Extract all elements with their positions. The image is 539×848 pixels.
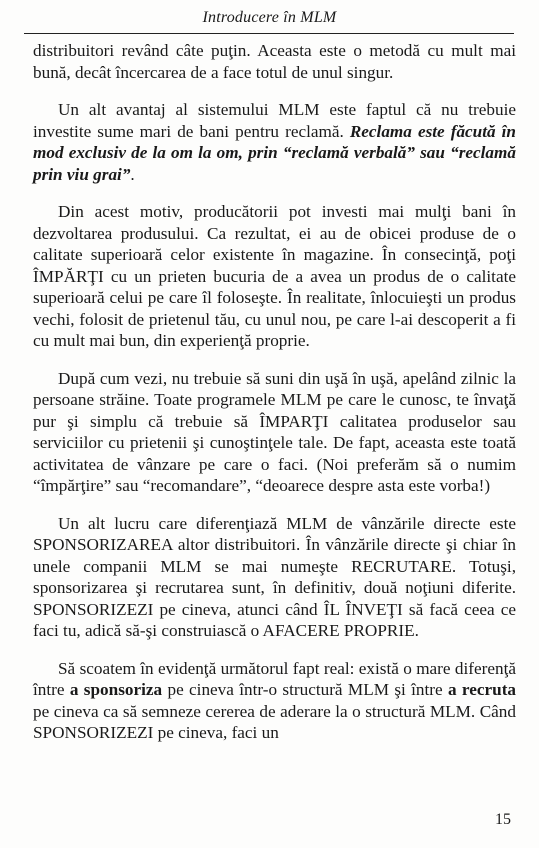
paragraph-continuation: distribuitori revând câte puţin. Aceasta este o metodă cu mult mai bună, decât încercarea de a face totul de unul singur. bbox=[33, 41, 516, 82]
paragraph-text: Un alt avantaj al sistemului MLM este faptul că nu trebuie investite sume mari de bani pentru reclamă. bbox=[33, 100, 516, 141]
paragraph-sponsor-vs-recruit bbox=[33, 658, 516, 744]
paragraph-sharing: După cum vezi, nu trebuie să suni din uşă în uşă, apelând zilnic la persoane străine. Toate programele MLM pe care le cunosc, te învaţă pur şi simplu că trebuie să ÎMPARŢI calitatea produselor sau serviciilor cu prietenii şi cunoştinţele tale. De fapt, aceasta este toată activitatea de vânzare pe care o faci. (Noi preferăm să o numim “împărţire” sau “recomandare”, “deoarece despre asta este vorba!) bbox=[33, 368, 516, 495]
page-number: 15 bbox=[495, 811, 511, 828]
bold-term-recruit: a recruta bbox=[447, 680, 517, 699]
emphasized-statement: Reclama este făcută în mod exclusiv de la om la om, prin “reclamă verbală” sau “reclamă prin viu grai” bbox=[33, 121, 516, 184]
paragraph-sponsoring: Un alt lucru care diferenţiază MLM de vânzările directe este SPONSORIZAREA altor distribuitori. În vânzările directe şi chiar în unele companii MLM se mai numeşte RECRUTARE. Totuşi, sponsorizarea şi recrutarea sunt, în definitiv, două noţiuni diferite. SPONSORIZEZI pe cineva, atunci când ÎL ÎNVEŢI să facă ceea ce faci tu, adică să-şi construiască o AFACERE PROPRIE. bbox=[33, 513, 516, 640]
running-header: Introducere în MLM bbox=[202, 9, 337, 26]
paragraph-text: . bbox=[130, 164, 135, 184]
bold-term-sponsor: a sponsoriza bbox=[69, 680, 163, 699]
paragraph-advertising bbox=[33, 99, 516, 185]
paragraph-text: pe cineva ca să semneze cererea de aderare la o structură MLM. Când SPONSORIZEZI pe cineva, faci un bbox=[33, 701, 516, 742]
paragraph-text: Să scoatem în evidenţă următorul fapt real: există o mare diferenţă între bbox=[33, 658, 516, 699]
page-body bbox=[33, 40, 516, 744]
paragraph-product-quality: Din acest motiv, producătorii pot investi mai mulţi bani în dezvoltarea produsului. Ca rezultat, ei au de obicei produse de o calitate superioară celor existente în magazine. În consecinţă, poţi ÎMPĂRŢI cu un prieten bucuria de a avea un produs de o calitate superioară celui pe care îl foloseşte. În realitate, înlocuieşti un produs vechi, folosit de prietenul tău, cu unul nou, pe care l-ai descoperit a fi cu mult mai bun, din experienţă proprie. bbox=[33, 202, 516, 350]
header-rule bbox=[24, 33, 514, 34]
paragraph-text: pe cineva într-o structură MLM şi între bbox=[162, 680, 448, 699]
